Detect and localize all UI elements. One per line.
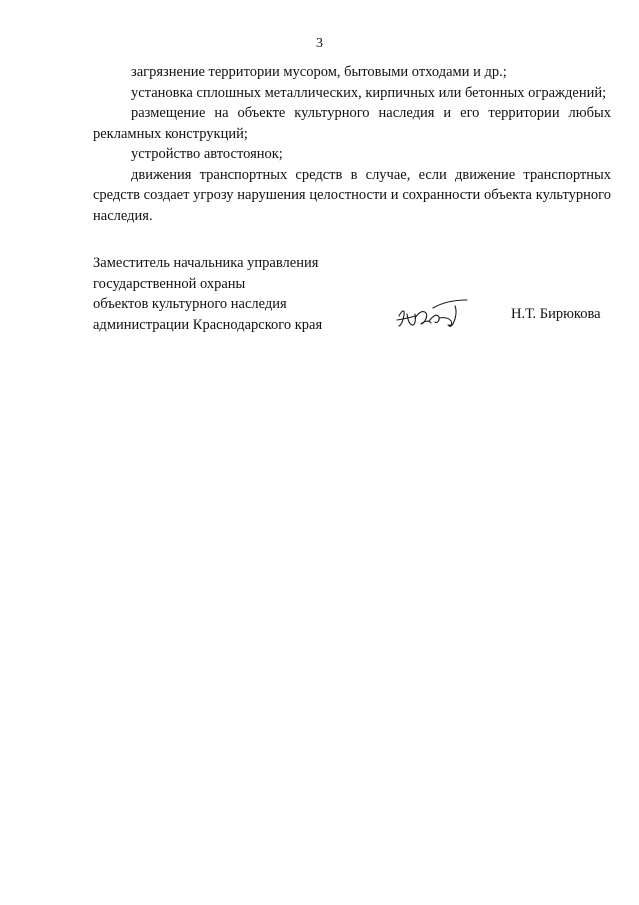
paragraph-advertising: размещение на объекте культурного наследия и его территории любых рекламных конструкций; xyxy=(93,105,611,142)
paragraph-parking: устройство автостоянок; xyxy=(131,146,283,162)
signer-name: Н.Т. Бирюкова xyxy=(511,306,601,322)
page-number: 3 xyxy=(316,36,323,51)
signer-title-line-3: объектов культурного наследия xyxy=(93,296,287,312)
signer-title-line-1: Заместитель начальника управления xyxy=(93,255,319,271)
signer-title-line-2: государственной охраны xyxy=(93,275,246,292)
paragraph-fences: установка сплошных металлических, кирпичных или бетонных ограждений; xyxy=(131,84,607,101)
paragraph-waste-pollution: загрязнение территории мусором, бытовыми отходами и др.; xyxy=(131,64,507,80)
handwritten-signature xyxy=(393,296,473,330)
signer-title-line-4: администрации Краснодарского края xyxy=(93,316,323,333)
paragraph-traffic: движения транспортных средств в случае, если движение транспортных средств создает угрозу нарушения целостности и сохранности объекта культурного наследия. xyxy=(93,166,611,224)
document-body xyxy=(93,62,611,226)
signature-block xyxy=(93,253,613,335)
